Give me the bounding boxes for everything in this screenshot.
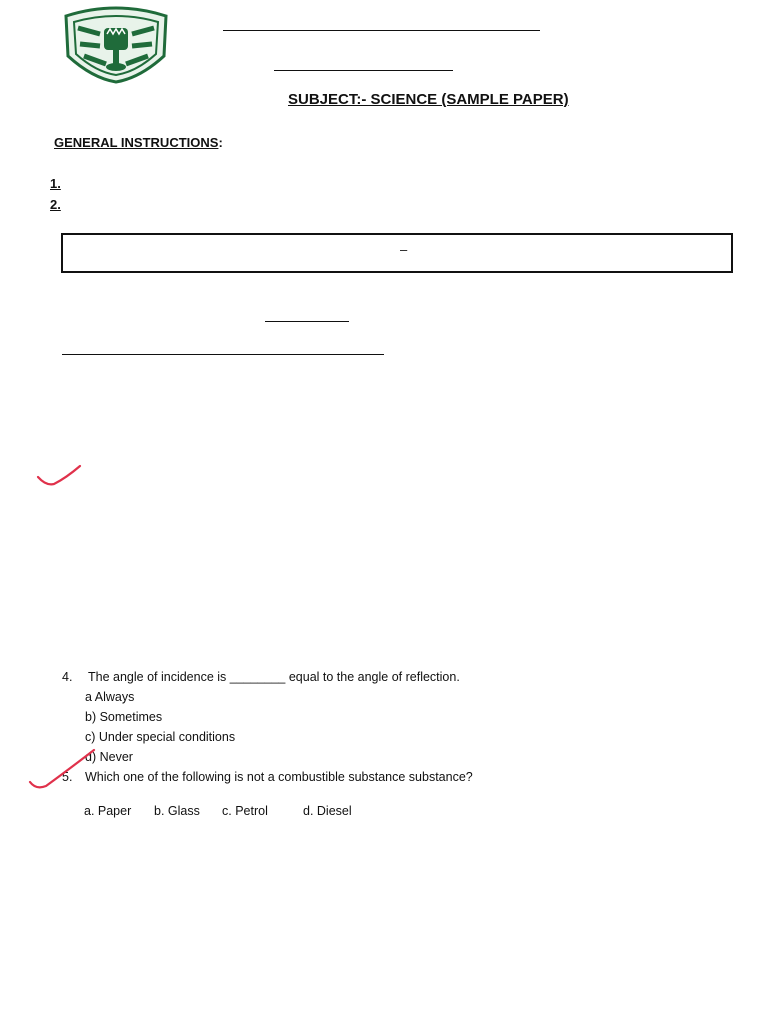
blank-line-class	[274, 70, 453, 71]
blank-line-short	[265, 321, 349, 322]
question-4-option-a: a Always	[85, 690, 135, 704]
question-5-option-b: b. Glass	[154, 804, 200, 818]
question-5-option-a: a. Paper	[84, 804, 132, 818]
section-box-text: –	[400, 242, 408, 257]
red-checkmark-icon	[26, 746, 102, 794]
question-4-option-b: b) Sometimes	[85, 710, 163, 724]
question-4-option-d: d) Never	[85, 750, 133, 764]
red-checkmark-icon	[34, 462, 86, 490]
blank-line-long	[62, 354, 384, 355]
subject-title: SUBJECT:- SCIENCE (SAMPLE PAPER)	[288, 91, 569, 108]
question-5-text: Which one of the following is not a combustible substance substance?	[85, 770, 473, 784]
school-logo	[60, 4, 172, 84]
question-4-option-c: c) Under special conditions	[85, 730, 236, 744]
instructions-colon: :	[218, 135, 223, 150]
question-5-option-d: d. Diesel	[303, 804, 352, 818]
question-4-text: The angle of incidence is ________ equal to the angle of reflection.	[88, 670, 460, 684]
general-instructions-heading	[54, 135, 223, 150]
blank-line-school-name	[223, 30, 540, 31]
question-5-number: 5.	[62, 770, 73, 784]
question-5-option-c: c. Petrol	[222, 804, 268, 818]
section-box	[61, 233, 733, 273]
instruction-number-1: 1.	[50, 176, 61, 191]
question-4-number: 4.	[62, 670, 73, 684]
instruction-number-2: 2.	[50, 197, 61, 212]
general-instructions-label: GENERAL INSTRUCTIONS	[54, 135, 219, 150]
